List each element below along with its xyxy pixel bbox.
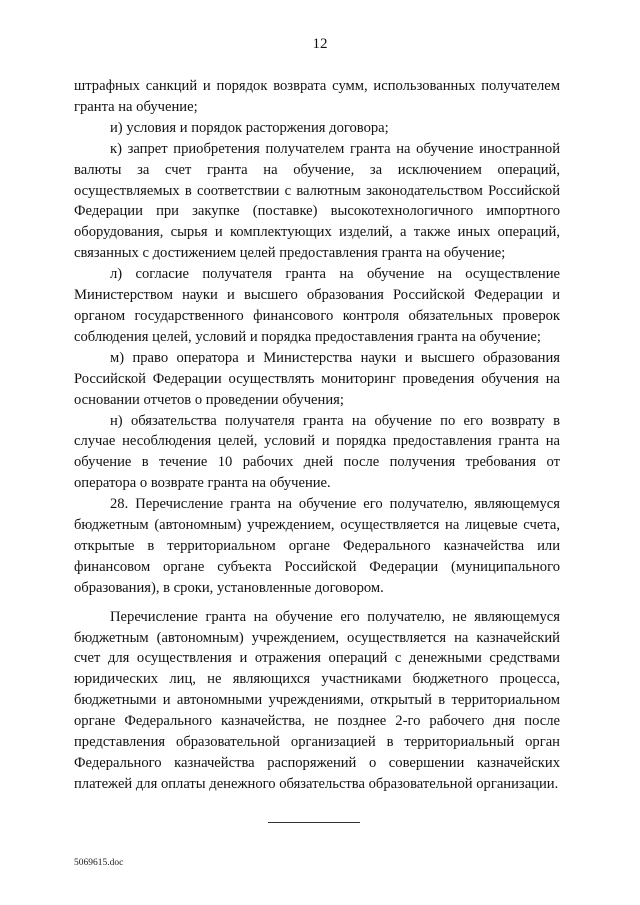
paragraph-item-m: м) право оператора и Министерства науки и высшего образования Российской Федерации осуществлять мониторинг проведения обучения на основании отчетов о проведении обучения; bbox=[74, 349, 560, 408]
end-divider bbox=[268, 822, 360, 823]
paragraph-continuation: штрафных санкций и порядок возврата сумм, использованных получателем гранта на обучение; bbox=[74, 78, 560, 115]
page-number: 12 bbox=[312, 36, 328, 52]
paragraph-item-n: н) обязательства получателя гранта на обучение по его возврату в случае несоблюдения целей, условий и порядка предоставления гранта на обучение в течение 10 рабочих дней после получения требования от оператора о возврате гранта на обучение. bbox=[74, 412, 560, 492]
paragraph-transfer-non-budget: Перечисление гранта на обучение его получателю, не являющемуся бюджетным (автономным) учреждением, осуществляется на казначейский счет для осуществления и отражения операций с денежными средствами юридических лиц, не являющихся участниками бюджетного процесса, бюджетными и автономными учреждениями, открытый в территориальном органе Федерального казначейства, не позднее 2-го рабочего дня после представления образовательной организацией в территориальный орган Федерального казначейства распоряжений о совершении казначейских платежей для оплаты денежного обязательства образовательной организации. bbox=[74, 608, 560, 792]
paragraph-clause-28: 28. Перечисление гранта на обучение его получателю, являющемуся бюджетным (автономным) учреждением, осуществляется на лицевые счета, открытые в территориальном органе Федерального казначейства или финансовом органе субъекта Российской Федерации (муниципального образования), в сроки, установленные договором. bbox=[74, 496, 560, 596]
document-file-code: 5069615.doc bbox=[74, 858, 124, 868]
paragraph-item-l: л) согласие получателя гранта на обучение на осуществление Министерством науки и высшего образования Российской Федерации и органом государственного финансового контроля обязательных проверок соблюдения целей, условий и порядка предоставления гранта на обучение; bbox=[74, 266, 560, 345]
paragraph-item-k: к) запрет приобретения получателем гранта на обучение иностранной валюты за счет гранта на обучение, за исключением операций, осуществляемых в соответствии с валютным законодательством Российской Федерации при закупке (поставке) высокотехнологичного импортного оборудования, сырья и комплектующих изделий, а также иных операций, связанных с достижением целей предоставления гранта на обучение; bbox=[74, 140, 560, 262]
paragraph-item-i: и) условия и порядок расторжения договора; bbox=[110, 119, 389, 136]
document-body bbox=[74, 76, 560, 795]
